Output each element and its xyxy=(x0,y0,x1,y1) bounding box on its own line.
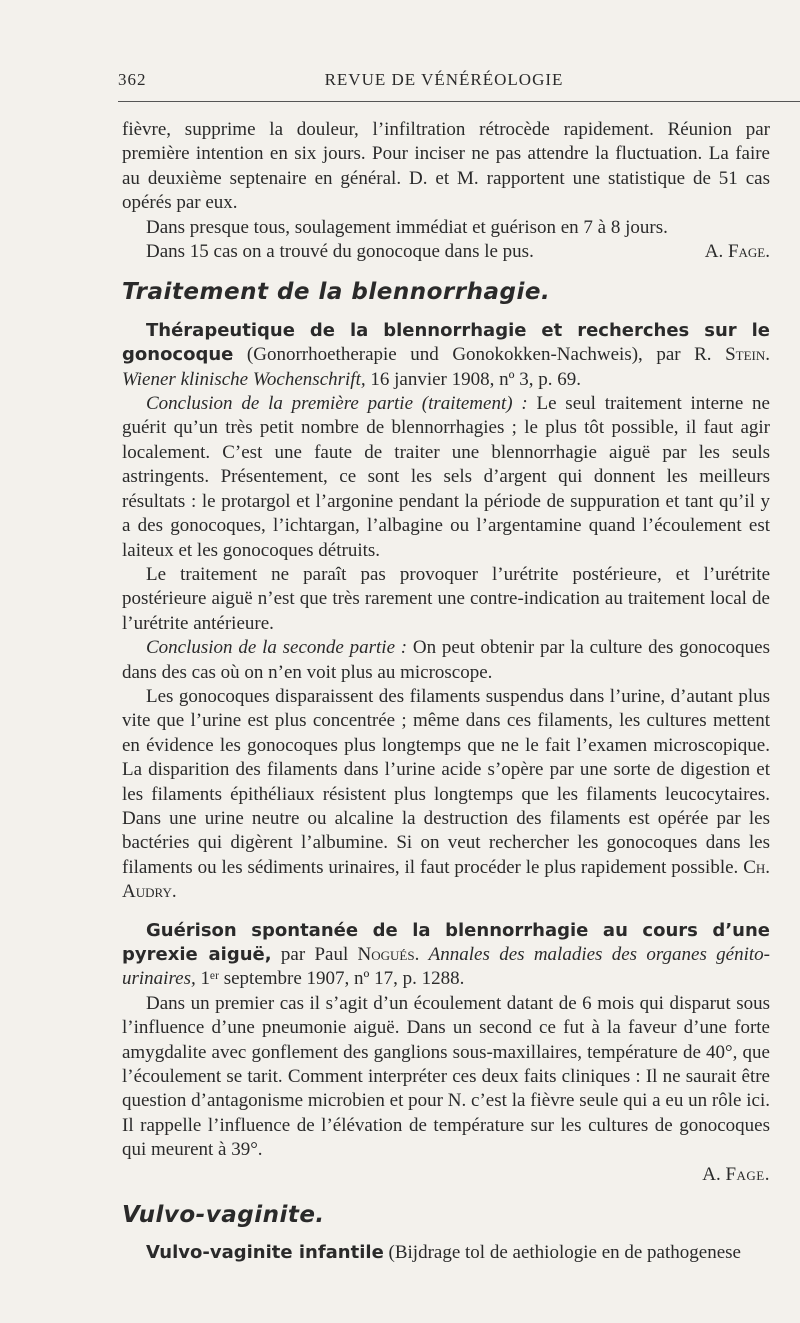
running-header xyxy=(118,70,770,96)
article-title-2: Guérison spontanée de la blennorrhagie au cours d’une pyrexie aiguë, xyxy=(122,919,770,965)
conclusion-2-label: Conclusion de la seconde partie : xyxy=(146,637,408,659)
signature-initial-2: A. xyxy=(702,1163,721,1185)
running-title: REVUE DE VÉNÉRÉOLOGIE xyxy=(324,70,564,89)
section-heading-vulvo: Vulvo-vaginite. xyxy=(122,1202,325,1229)
header-rule xyxy=(118,101,800,102)
article-journal: Wiener klinische Wochenschrift, xyxy=(122,368,366,390)
signature-fage-2 xyxy=(122,1163,770,1187)
intro-paragraph: fièvre, supprime la douleur, l’infiltration rétrocède rapidement. Réunion par première intention en six jours. Pour inciser ne pas attendre la fluctuation. La faire au deuxième septenaire en général. D. et M. rapportent une statistique de 51 cas opérés par eux. xyxy=(122,119,770,214)
section-heading-traitement: Traitement de la blennorrhagie. xyxy=(122,279,551,306)
intro-paragraph-2: Dans presque tous, soulagement immédiat et guérison en 7 à 8 jours. xyxy=(146,216,668,238)
signature-initial: A. xyxy=(704,241,724,263)
article-title-3: Vulvo-vaginite infantile xyxy=(146,1242,384,1264)
paragraph-guerison: Dans un premier cas il s’agit d’un écoulement datant de 6 mois qui disparut sous l’influence d’une pneumonie aiguë. Dans un second ce fut à la faveur d’une forte amygdalite avec gonflement des ganglions sous-maxillaires, température de 40°, que l’écoulement se tarit. Comment interpréter ces deux faits cliniques : Il ne saurait être question d’antagonisme microbien et pour N. c’est la fièvre seule qui a eu un rôle ici. Il rappelle l’influence de l’élévation de température sur les cultures de gonocoques qui meurent à 39°. xyxy=(122,992,770,1161)
paragraph-uretrite: Le traitement ne paraît pas provoquer l’urétrite postérieure, et l’urétrite postérieure aiguë n’est que très rarement une contre-indication au traitement local de l’urétrite antérieure. xyxy=(122,563,770,634)
article-journal-2: Annales des maladies des organes génito-urinaires, xyxy=(122,944,771,990)
article-author: Stein. xyxy=(725,344,771,366)
conclusion-2 xyxy=(122,636,770,685)
article-by-2: par Paul xyxy=(280,944,349,965)
article-header-guerison xyxy=(122,919,770,992)
article-text-3: (Bijdrage tol de aethiologie en de pathogenese xyxy=(388,1242,741,1264)
signature-audry: Ch. Audry. xyxy=(122,856,771,903)
article-date: 16 janvier 1908, nº 3, p. 69. xyxy=(370,368,582,390)
intro-text-3: Dans 15 cas on a trouvé du gonocoque dans le pus. xyxy=(146,241,534,263)
paragraph-filaments xyxy=(122,685,770,905)
conclusion-2-text: On peut obtenir par la culture des gonocoques dans des cas où on n’en voit plus au microscope. xyxy=(122,637,771,683)
intro-paragraph-3 xyxy=(122,240,770,264)
conclusion-1-text: Le seul traitement interne ne guérit qu’un très petit nombre de blennorrhagies ; le plus tôt possible, il faut agir localement. C’est une faute de traiter une blennorrhagie aiguë par les seuls astringents. Présentement, ce sont les sels d’argent qui donnent les meilleurs résultats : le protargol et l’argonine pendant la période de suppuration et tant qu’il y a des gonocoques, l’ichtargan, l’albagine ou l’argentamine quand l’écoulement est laiteux et les gonocoques détruits. xyxy=(122,393,770,561)
page-number: 362 xyxy=(118,70,147,89)
page-body xyxy=(122,118,770,1266)
article-title: Thérapeutique de la blennorrhagie et recherches sur le gonocoque xyxy=(122,319,770,366)
article-date-2: 1ᵉʳ septembre 1907, nº 17, p. 1288. xyxy=(200,968,465,990)
article-header-vulvo xyxy=(122,1241,770,1265)
article-header-therapeutique xyxy=(122,319,770,392)
signature-name: Fage. xyxy=(727,241,770,263)
article-author-2: Nogués. xyxy=(357,944,420,965)
signature-name-2: Fage. xyxy=(725,1163,770,1185)
conclusion-1 xyxy=(122,392,770,563)
conclusion-1-label: Conclusion de la première partie (traitement) : xyxy=(146,393,528,415)
signature-fage-1 xyxy=(681,240,770,264)
filaments-text: Les gonocoques disparaissent des filaments suspendus dans l’urine, d’autant plus vite que l’urine est plus concentrée ; même dans ces filaments, les cultures mettent en évidence les gonocoques plus longtemps que ne le fait l’examen microscopique. La disparition des filaments dans l’urine acide s’opère par une sorte de digestion et les filaments épithéliaux résistent plus longtemps que les filaments leucocytaires. Dans une urine neutre ou alcaline la destruction des filaments est opérée par les bactéries qui digèrent l’albumine. Si on veut rechercher les gonocoques dans les filaments ou les sédiments urinaires, il faut procéder le plus rapidement possible. xyxy=(122,685,770,878)
article-meta: (Gonorrhoetherapie und Gonokokken-Nachweis), par R. xyxy=(246,344,712,366)
